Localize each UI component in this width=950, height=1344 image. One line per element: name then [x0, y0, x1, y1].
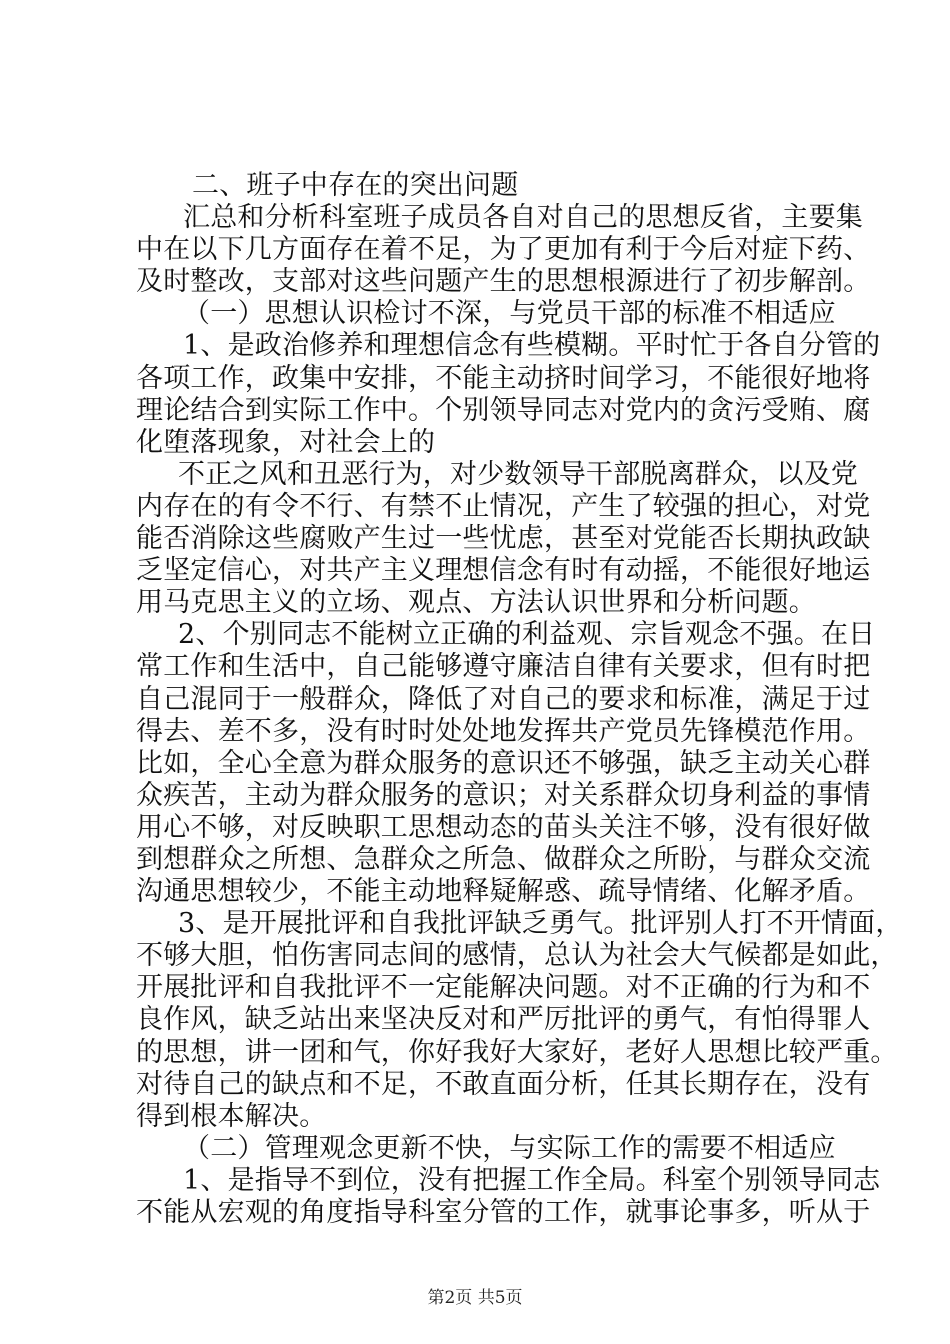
page-number: 第2页 共5页: [427, 1288, 523, 1308]
subsection-heading: （二）管理观念更新不快，与实际工作的需要不相适应: [183, 1133, 836, 1164]
text-line: 比如，全心全意为群众服务的意识还不够强，缺乏主动关心群: [136, 748, 871, 779]
section-heading: 二、班子中存在的突出问题: [192, 170, 519, 201]
text-line: 自己混同于一般群众，降低了对自己的要求和标准，满足于过: [136, 684, 871, 715]
text-line: 用马克思主义的立场、观点、方法认识世界和分析问题。: [136, 587, 816, 618]
text-line: 汇总和分析科室班子成员各自对自己的思想反省，主要集: [183, 202, 863, 233]
text-line: 不够大胆，怕伤害同志间的感情，总认为社会大气候都是如此，: [136, 940, 898, 971]
text-line: 及时整改，支部对这些问题产生的思想根源进行了初步解剖。: [136, 266, 871, 297]
text-line: 用心不够，对反映职工思想动态的苗头关注不够，没有很好做: [136, 812, 871, 843]
text-line: 众疾苦，主动为群众服务的意识；对关系群众切身利益的事情: [136, 780, 871, 811]
text-line: 的思想，讲一团和气，你好我好大家好，老好人思想比较严重。: [136, 1037, 898, 1068]
text-line: 2、个别同志不能树立正确的利益观、宗旨观念不强。在日: [178, 619, 876, 650]
text-line: 化堕落现象，对社会上的: [136, 427, 436, 458]
text-line: 3、是开展批评和自我批评缺乏勇气。批评别人打不开情面，: [178, 908, 903, 939]
text-line: 1、是指导不到位，没有把握工作全局。科室个别领导同志: [183, 1165, 881, 1196]
subsection-heading: （一）思想认识检讨不深，与党员干部的标准不相适应: [183, 298, 836, 329]
text-line: 各项工作，政集中安排，不能主动挤时间学习，不能很好地将: [136, 363, 871, 394]
text-line: 常工作和生活中，自己能够遵守廉洁自律有关要求，但有时把: [136, 651, 871, 682]
text-line: 对待自己的缺点和不足，不敢直面分析，任其长期存在，没有: [136, 1069, 871, 1100]
text-line: 能否消除这些腐败产生过一些忧虑，甚至对党能否长期执政缺: [136, 523, 871, 554]
text-line: 良作风，缺乏站出来坚决反对和严厉批评的勇气，有怕得罪人: [136, 1004, 871, 1035]
text-line: 1、是政治修养和理想信念有些模糊。平时忙于各自分管的: [183, 330, 881, 361]
text-line: 中在以下几方面存在着不足，为了更加有利于今后对症下药、: [136, 234, 871, 265]
text-line: 理论结合到实际工作中。个别领导同志对党内的贪污受贿、腐: [136, 395, 871, 426]
text-line: 内存在的有令不行、有禁不止情况，产生了较强的担心，对党: [136, 491, 871, 522]
text-line: 不正之风和丑恶行为，对少数领导干部脱离群众，以及党: [178, 459, 858, 490]
text-line: 乏坚定信心，对共产主义理想信念有时有动摇，不能很好地运: [136, 555, 871, 586]
text-line: 沟通思想较少，不能主动地释疑解惑、疏导情绪、化解矛盾。: [136, 876, 871, 907]
text-line: 开展批评和自我批评不一定能解决问题。对不正确的行为和不: [136, 972, 871, 1003]
text-line: 得去、差不多，没有时时处处地发挥共产党员先锋模范作用。: [136, 716, 871, 747]
text-line: 不能从宏观的角度指导科室分管的工作，就事论事多，听从于: [136, 1197, 871, 1228]
text-line: 到想群众之所想、急群众之所急、做群众之所盼，与群众交流: [136, 844, 871, 875]
text-line: 得到根本解决。: [136, 1101, 327, 1132]
